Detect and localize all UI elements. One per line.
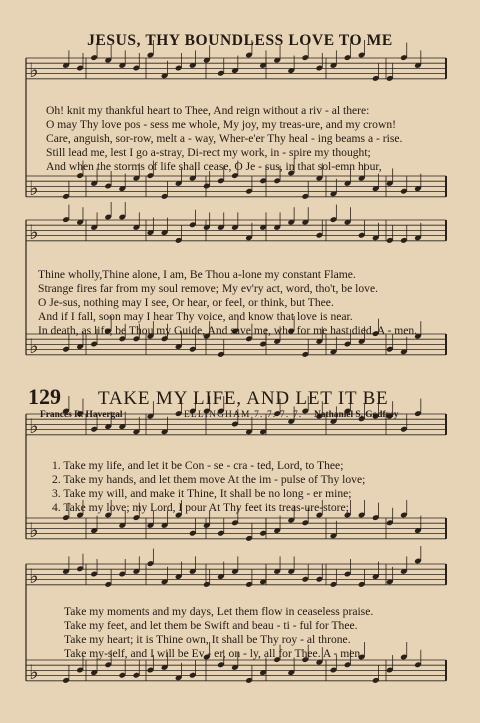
composer-credit: Nathaniel S. Godfrey — [314, 410, 399, 420]
clef-icon: ♭ — [29, 413, 39, 438]
hymn-title: TAKE MY LIFE, AND LET IT BE — [98, 388, 389, 409]
lyric-line: In death, as life, be Thou my Guide, And save me, who for me hast died. A - men. — [38, 324, 418, 337]
hymn-title: JESUS, THY BOUNDLESS LOVE TO ME — [87, 32, 393, 49]
lyric-line: Take my-self, and I will be Ev - er, on - ly, all for Thee. A - men. — [64, 647, 364, 660]
lyric-line: Take my heart; it is Thine own, It shall be Thy roy - al throne. — [64, 633, 351, 646]
lyric-line: Thine wholly,Thine alone, I am, Be Thou a-lone my constant Flame. — [38, 268, 356, 281]
lyric-line: Take my feet, and let them be Swift and beau - ti - ful for Thee. — [64, 619, 358, 632]
lyric-line: O Je-sus, nothing may I see, Or hear, or feel, or think, but Thee. — [38, 296, 334, 309]
lyric-line: And if I fall, soon may I hear Thy voice, and know that love is near. — [38, 310, 353, 323]
lyric-line: 1. Take my life, and let it be Con - se - cra - ted, Lord, to Thee; — [52, 459, 344, 472]
lyric-line: And when the storms of life shall cease, O Je - sus, in that sol-emn hour, — [46, 160, 382, 173]
lyric-line: O may Thy love pos - sess me whole, My joy, my treas-ure, and my crown! — [46, 118, 396, 131]
clef-icon: ♭ — [29, 57, 39, 82]
lyric-line: 4. Take my love; my Lord, I pour At Thy feet its treas-ure-store; — [52, 501, 349, 514]
tune-name: ELLINGHAM 7. 7. 7. 7. — [184, 410, 303, 420]
lyric-line: Oh! knit my thankful heart to Thee, And reign without a riv - al there: — [46, 104, 370, 117]
lyric-line: 2. Take my hands, and let them move At the im - pulse of Thy love; — [52, 473, 366, 486]
clef-icon: ♭ — [29, 659, 39, 684]
lyric-line: Strange fires far from my soul remove; My ev'ry act, word, tho't, be love. — [38, 282, 378, 295]
clef-icon: ♭ — [29, 175, 39, 200]
lyric-line: 3. Take my will, and make it Thine, It shall be no long - er mine; — [52, 487, 352, 500]
clef-icon: ♭ — [29, 563, 39, 588]
clef-icon: ♭ — [29, 219, 39, 244]
hymn-number: 129 — [28, 384, 61, 409]
lyric-line: Take my moments and my days, Let them flow in ceaseless praise. — [64, 605, 374, 618]
lyric-line: Still lead me, lest I go a-stray, Di-rect my work, in - spire my thought; — [46, 146, 371, 159]
clef-icon: ♭ — [29, 517, 39, 542]
clef-icon: ♭ — [29, 333, 39, 358]
author-credit: Frances R. Havergal — [40, 410, 123, 420]
lyric-line: Care, anguish, sor-row, melt a - way, Wher-e'er Thy heal - ing beams a - rise. — [46, 132, 403, 145]
